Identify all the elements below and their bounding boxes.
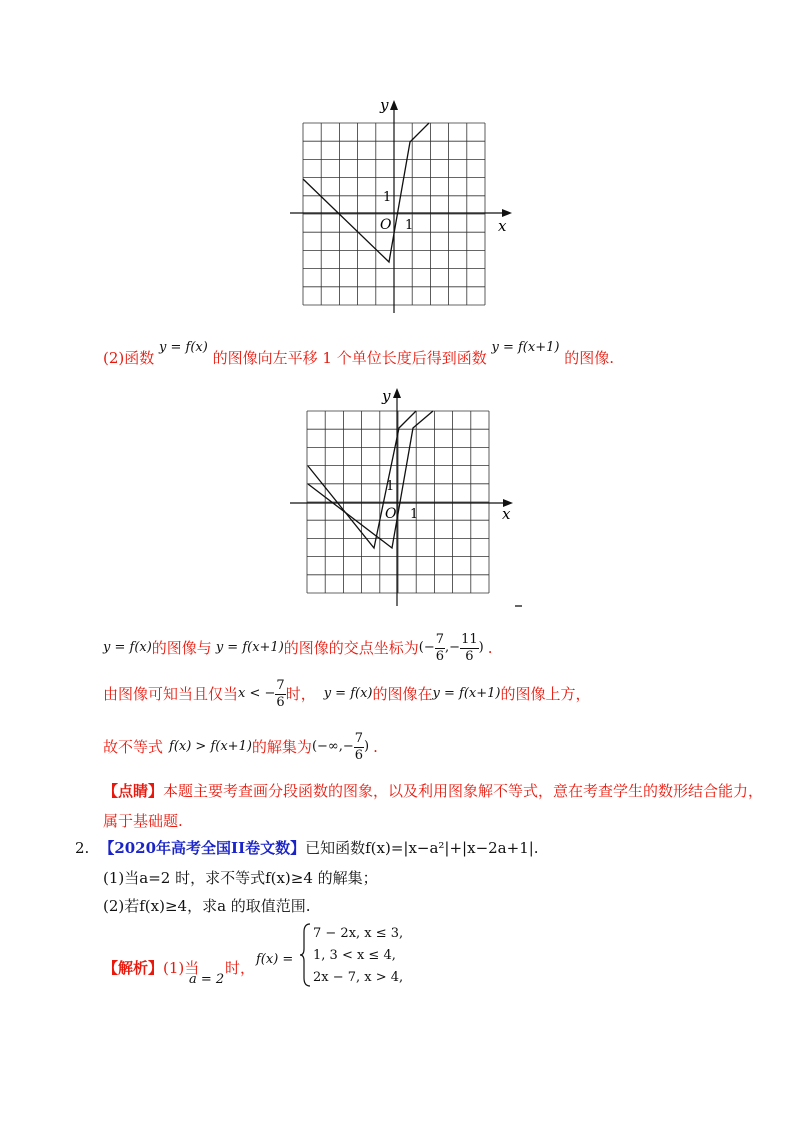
comment-tag: 【点睛】 bbox=[103, 782, 164, 800]
graph-1-y-label: y bbox=[380, 96, 389, 114]
graph-2-x-label: x bbox=[502, 505, 511, 523]
intersect-t2: 的图像的交点坐标为 bbox=[283, 639, 419, 657]
observe-x: x < − $\frac{7}{6}$ bbox=[238, 677, 285, 710]
graph-1-origin-label: O bbox=[380, 217, 392, 233]
graph-2-y-label: y bbox=[382, 387, 391, 405]
step2-fx: y = f(x) bbox=[159, 340, 208, 355]
solution-set: (−∞,− $\frac{7}{6}$ ) bbox=[311, 730, 370, 763]
analysis-case-3: 2x − 7, x > 4, bbox=[313, 970, 404, 985]
solution-t1: 故不等式 bbox=[103, 738, 164, 756]
problem2-source: 【2020年高考全国II卷文数】 bbox=[99, 839, 306, 857]
intersect-t1: 的图像与 bbox=[151, 639, 212, 657]
comment-line1: 本题主要考查画分段函数的图象，以及利用图象解不等式，意在考查学生的数形结合能力， bbox=[163, 782, 764, 800]
analysis-line bbox=[103, 920, 443, 990]
graph-1-y-arrow bbox=[390, 100, 398, 110]
intersect-fx: y = f(x) bbox=[103, 640, 152, 655]
analysis-t2: 时， bbox=[225, 959, 256, 977]
intersect-frac-1: $\frac{7}{6}$ bbox=[435, 631, 445, 664]
analysis-case-2: 1, 3 < x ≤ 4, bbox=[313, 948, 396, 963]
observe-frac: $\frac{7}{6}$ bbox=[276, 677, 285, 710]
analysis-t1: (1)当 bbox=[163, 959, 200, 977]
solution-line bbox=[103, 727, 378, 767]
graph-2-y-tick: 1 bbox=[386, 479, 395, 494]
problem2-q2: (2)若f(x)≥4，求a 的取值范围. bbox=[103, 897, 311, 915]
observe-t2: 时， bbox=[285, 685, 316, 703]
graph-1-x-arrow bbox=[502, 209, 512, 217]
graph-1-x-label: x bbox=[498, 217, 507, 235]
step2-fx1: y = f(x+1) bbox=[491, 340, 560, 355]
solution-ineq: f(x) > f(x+1) bbox=[169, 739, 252, 754]
step2-middle: 的图像向左平移 1 个单位长度后得到函数 bbox=[212, 349, 487, 367]
problem2-q1: (1)当a=2 时，求不等式f(x)≥4 的解集； bbox=[103, 869, 378, 887]
observe-fx: y = f(x) bbox=[323, 686, 373, 701]
graph-2-curve-f bbox=[308, 411, 433, 548]
intersect-line bbox=[103, 628, 492, 668]
observe-t4: 的图像上方， bbox=[500, 685, 591, 703]
graph-1 bbox=[290, 95, 530, 315]
intersect-coord: (− $\frac{7}{6}$ ,− $\frac{11}{6}$ ) bbox=[418, 631, 484, 664]
problem2-header bbox=[75, 836, 539, 860]
graph-1-x-tick: 1 bbox=[405, 218, 414, 233]
solution-t2: 的解集为 bbox=[251, 738, 312, 756]
observe-fx1: y = f(x+1) bbox=[432, 686, 501, 701]
observe-t1: 由图像可知当且仅当 bbox=[103, 685, 239, 703]
analysis-brace bbox=[300, 922, 312, 988]
step2-line bbox=[103, 340, 614, 370]
intersect-frac-2: $\frac{11}{6}$ bbox=[461, 631, 478, 664]
graph-2-y-arrow bbox=[393, 388, 401, 398]
graph-2-origin-label: O bbox=[385, 506, 397, 522]
problem2-number: 2. bbox=[75, 839, 90, 857]
observe-line bbox=[103, 674, 590, 714]
problem2-stem: 已知函数f(x)=|x−a²|+|x−2a+1|. bbox=[305, 839, 539, 857]
graph-2 bbox=[290, 382, 530, 622]
analysis-fx: f(x) = bbox=[256, 952, 294, 967]
observe-t3: 的图像在 bbox=[372, 685, 433, 703]
step2-suffix: 的图像. bbox=[564, 349, 614, 367]
intersect-fx1: y = f(x+1) bbox=[215, 640, 284, 655]
intersect-end: . bbox=[487, 639, 493, 657]
graph-2-x-tick: 1 bbox=[410, 507, 419, 522]
analysis-cond: a = 2 bbox=[189, 972, 225, 987]
step2-prefix: (2)函数 bbox=[103, 349, 155, 367]
graph-2-grid bbox=[307, 411, 489, 593]
solution-end: . bbox=[373, 738, 378, 756]
analysis-case-1: 7 − 2x, x ≤ 3, bbox=[313, 926, 404, 941]
graph-1-curve-f bbox=[303, 123, 429, 262]
graph-1-y-tick: 1 bbox=[383, 190, 392, 205]
comment-line2: 属于基础题. bbox=[103, 812, 183, 830]
analysis-tag: 【解析】 bbox=[103, 959, 164, 977]
comment-block bbox=[103, 776, 764, 836]
solution-frac: $\frac{7}{6}$ bbox=[354, 730, 364, 763]
